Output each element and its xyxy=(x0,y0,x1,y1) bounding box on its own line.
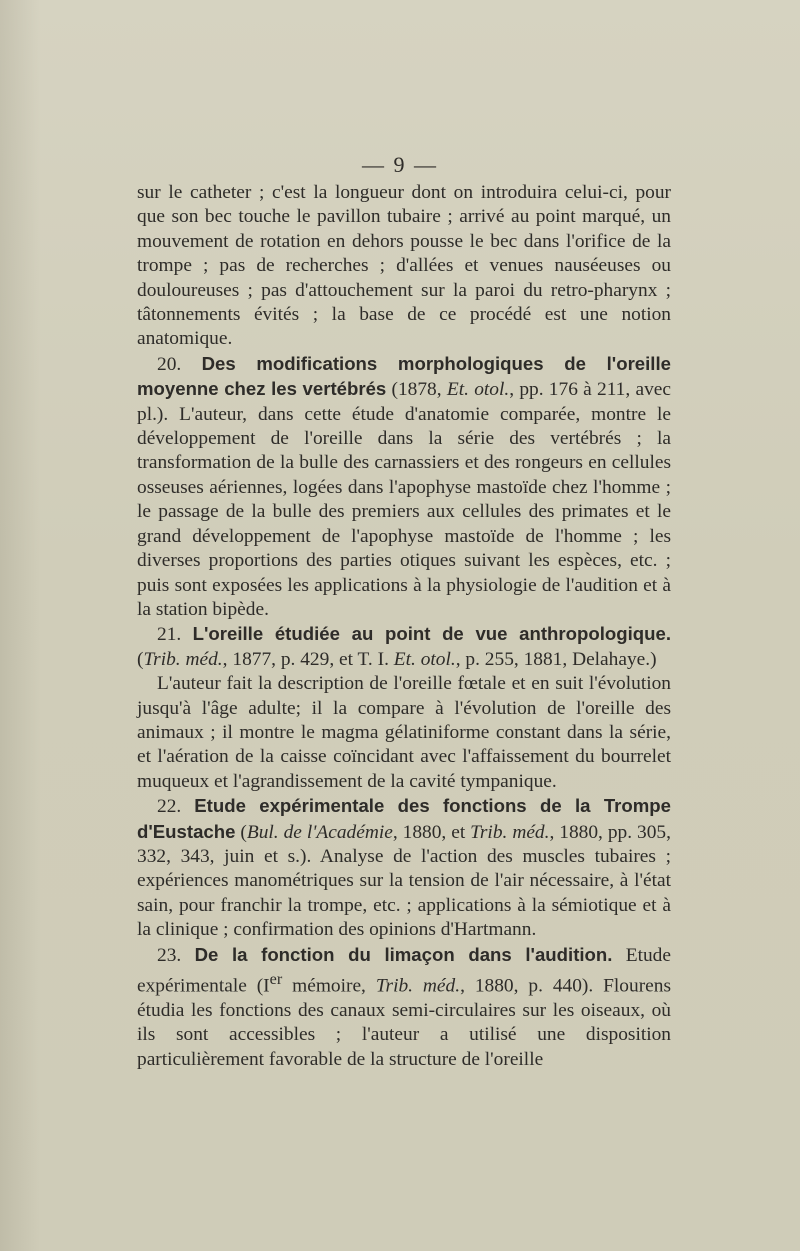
entry-20-text: L'auteur, dans cette étude d'anatomie comparée, montre le développement de l'oreille dans la série des vertébrés ; la transformation de la bulle des carnassiers et des rongeurs en cellules osseuses aériennes, logées dans l'apophyse mastoïde chez l'homme ; le passage de la bulle des premiers aux cellules des primates et le grand développement de l'apophyse mastoïde de l'homme ; les diverses proportions des parties otiques suivant les espèces, etc. ; puis sont exposées les applications à la physiologie de l'audition et à la station bipède. xyxy=(137,403,671,620)
entry-22-ref-close: , 1880, pp. 305, 332, 343, juin et s.). xyxy=(137,821,671,867)
entry-21-journal-1: Trib. méd. xyxy=(143,648,223,670)
entry-23-journal: Trib. méd. xyxy=(375,975,461,997)
entry-21 xyxy=(137,622,671,672)
entry-23-ref-mid: mémoire, xyxy=(282,975,376,997)
entry-22-ref-mid: , 1880, et xyxy=(392,821,471,843)
page-number: — 9 — xyxy=(362,152,438,177)
entry-23-ref-open: Etude expérimentale (I xyxy=(137,944,671,997)
entry-21-ref-open: ( xyxy=(137,648,144,670)
entry-22 xyxy=(137,794,671,942)
entry-20-ref-open: (1878, xyxy=(386,379,447,401)
entry-21-journal-2: Et. otol. xyxy=(393,648,456,670)
entry-20-journal: Et. otol. xyxy=(446,379,510,401)
page-fold-shadow xyxy=(0,0,40,1251)
entry-20 xyxy=(137,352,671,622)
entry-23-superscript: er xyxy=(269,971,283,988)
entry-22-text: Analyse de l'action des muscles tubaires ; expériences manométriques sur la tension de l'air nécessaire, à l'état sain, pour franchir la trompe, etc. ; applications à la sémiotique et à la clinique ; confirmation des opinions d'Hartmann. xyxy=(137,845,671,941)
entry-23-number: 23. xyxy=(157,944,182,966)
entry-23-ref-close: , 1880, p. 440). xyxy=(460,975,594,997)
entry-23-title: De la fonction du limaçon dans l'audition. xyxy=(194,943,613,965)
entry-21-title: L'oreille étudiée au point de vue anthropologique. xyxy=(192,623,671,645)
entry-20-title: Des modifications morphologiques de l'oreille moyenne chez les vertébrés xyxy=(137,352,671,400)
entry-21-number: 21. xyxy=(157,624,182,646)
entry-23-text: Flourens étudia les fonctions des canaux semi-circulaires sur les oiseaux, où ils sont accessibles ; l'auteur a utilisé une disposition particulièrement favorable de la structure de l'oreille xyxy=(137,975,671,1070)
entry-20-number: 20. xyxy=(157,353,182,375)
entry-21-body: L'auteur fait la description de l'oreille fœtale et en suit l'évolution jusqu'à l'âge adulte; il la compare à l'évolution de l'oreille des animaux ; il montre le magma gélatiniforme constant dans la série, et l'aération de la caisse coïncidant avec l'affaissement du bourrelet muqueux et l'agrandissement de la cavité tympanique. xyxy=(137,673,671,792)
body-text xyxy=(137,181,671,1072)
entry-21-ref-close: , p. 255, 1881, Delahaye.) xyxy=(455,648,657,670)
continuation-paragraph: sur le catheter ; c'est la longueur dont on introduira celui-ci, pour que son bec touche le pavillon tubaire ; arrivé au point marqué, un mouvement de rotation en dehors pousse le bec dans l'orifice de la trompe ; pas de recherches ; d'allées et venues nauséeuses ou douloureuses ; pas d'attouchement sur la paroi du retro-pharynx ; tâtonnements évités ; la base de ce procédé est une notion anatomique. xyxy=(137,182,671,350)
entry-21-ref-mid: , 1877, p. 429, et T. I. xyxy=(222,648,394,670)
entry-22-journal-1: Bul. de l'Académie xyxy=(246,821,393,843)
entry-22-title: Etude expérimentale des fonctions de la Trompe d'Eustache xyxy=(137,795,671,842)
entry-22-journal-2: Trib. méd. xyxy=(470,821,550,843)
entry-22-number: 22. xyxy=(157,796,182,818)
entry-22-ref-open: ( xyxy=(235,821,247,843)
entry-20-ref-close: , pp. 176 à 211, avec pl.). xyxy=(137,379,671,425)
entry-23 xyxy=(137,943,671,1073)
